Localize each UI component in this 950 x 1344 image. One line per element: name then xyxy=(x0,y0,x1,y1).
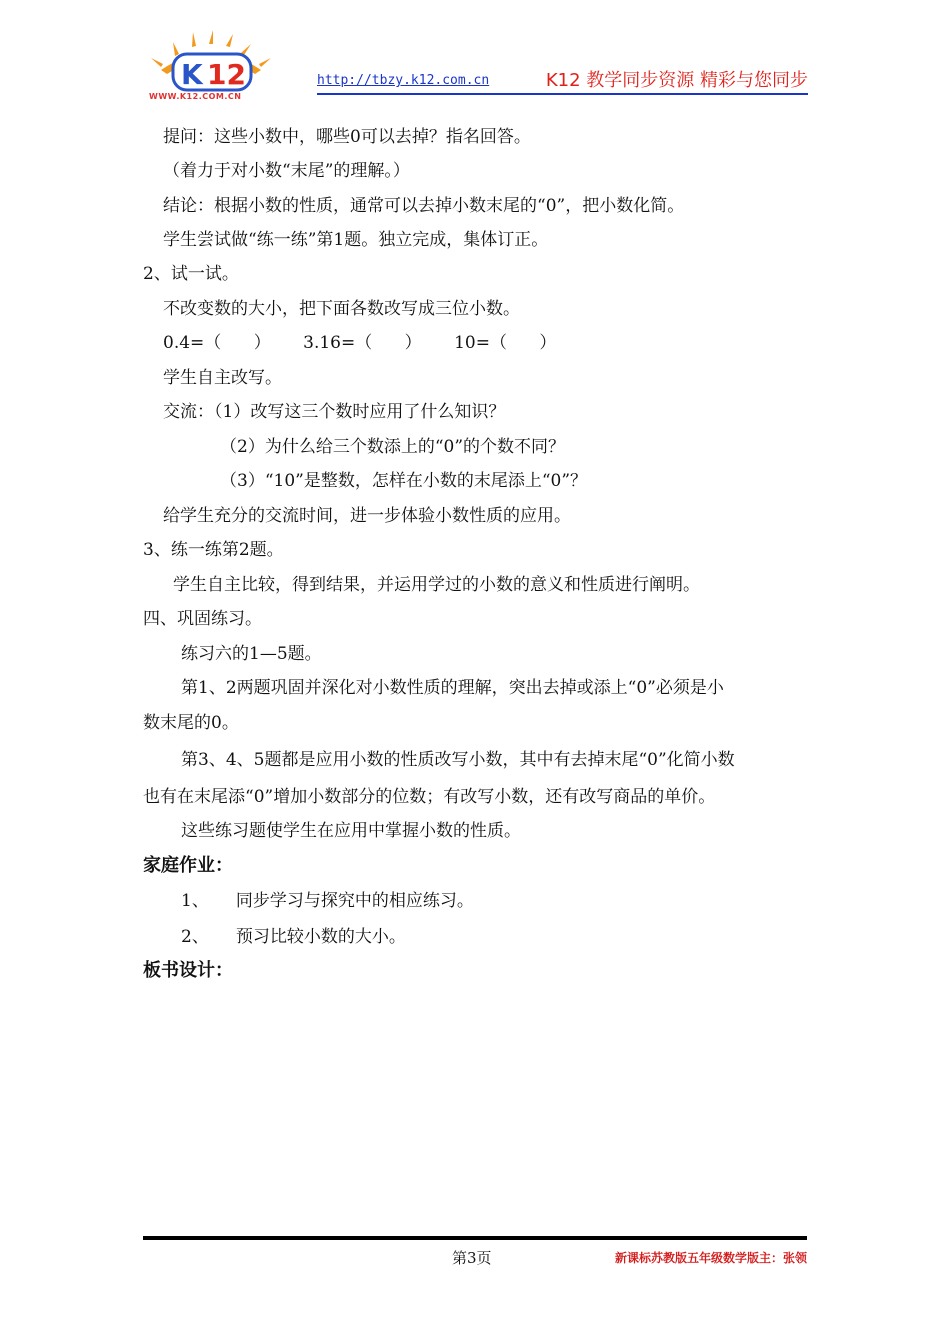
k12-logo-icon xyxy=(143,26,279,96)
text-line: 结论：根据小数的性质，通常可以去掉小数末尾的“0”，把小数化简。 xyxy=(163,196,685,216)
text-line: 给学生充分的交流时间，进一步体验小数性质的应用。 xyxy=(163,506,571,526)
header-divider xyxy=(317,93,808,95)
page-number: 第3页 xyxy=(452,1249,492,1267)
homework-heading: 家庭作业： xyxy=(143,855,233,876)
text-line: （2）为什么给三个数添上的“0”的个数不同？ xyxy=(220,437,566,457)
text-line: 交流：（1）改写这三个数时应用了什么知识？ xyxy=(163,402,506,422)
board-design-heading: 板书设计： xyxy=(143,960,233,981)
header-slogan: K12 教学同步资源 精彩与您同步 xyxy=(545,70,808,91)
text-line: 学生自主比较，得到结果，并运用学过的小数的意义和性质进行阐明。 xyxy=(173,575,700,595)
homework-item: 2、 预习比较小数的大小。 xyxy=(181,927,406,947)
text-line: 数末尾的0。 xyxy=(143,713,239,733)
footer-note: 新课标苏教版五年级数学版主：张领 xyxy=(614,1251,807,1265)
page-header xyxy=(143,26,808,102)
text-line: 不改变数的大小，把下面各数改写成三位小数。 xyxy=(163,299,520,319)
text-line: 第1、2两题巩固并深化对小数性质的理解，突出去掉或添上“0”必须是小 xyxy=(181,678,724,698)
svg-text:K: K xyxy=(181,58,203,91)
homework-item: 1、 同步学习与探究中的相应练习。 xyxy=(181,891,474,911)
section-heading: 2、试一试。 xyxy=(143,264,239,284)
text-line: 学生尝试做“练一练”第1题。独立完成，集体订正。 xyxy=(163,230,549,250)
footer-divider xyxy=(143,1236,807,1240)
text-line: 这些练习题使学生在应用中掌握小数的性质。 xyxy=(181,821,521,841)
logo-url-text: WWW.K12.COM.CN xyxy=(149,92,242,101)
k12-logo xyxy=(143,26,279,102)
text-line: 第3、4、5题都是应用小数的性质改写小数，其中有去掉末尾“0”化简小数 xyxy=(181,750,735,770)
header-url-link[interactable]: http://tbzy.k12.com.cn xyxy=(317,73,490,88)
svg-text:12: 12 xyxy=(207,58,246,91)
text-line: （着力于对小数“末尾”的理解。） xyxy=(163,161,410,181)
text-line: 学生自主改写。 xyxy=(163,368,282,388)
text-line: 也有在末尾添“0”增加小数部分的位数；有改写小数，还有改写商品的单价。 xyxy=(143,787,716,807)
text-line: 练习六的1—5题。 xyxy=(181,644,322,664)
section-heading: 3、练一练第2题。 xyxy=(143,540,284,560)
section-heading: 四、巩固练习。 xyxy=(143,609,262,629)
text-line: （3）“10”是整数，怎样在小数的末尾添上“0”？ xyxy=(220,471,588,491)
text-line: 提问：这些小数中，哪些0可以去掉？指名回答。 xyxy=(163,127,531,147)
exercise-line: 0.4=（ ） 3.16=（ ） 10=（ ） xyxy=(163,333,557,353)
